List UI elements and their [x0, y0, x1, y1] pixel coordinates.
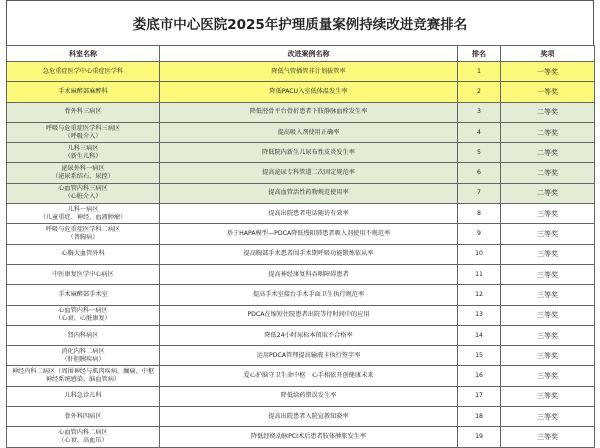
- award-cell: 二等奖: [501, 163, 595, 183]
- award-cell: 三等奖: [501, 346, 595, 366]
- award-cell: 三等奖: [501, 325, 595, 345]
- table-row: [7, 366, 595, 386]
- dept-cell: 中医康复医学中心病区: [7, 264, 160, 284]
- dept-cell: 泌尿外科一病区 （泌尿系结石、尿控）: [7, 163, 160, 183]
- table-row: [7, 244, 595, 264]
- dept-cell: 儿科三病区 （新生儿科）: [7, 143, 160, 163]
- rank-cell: 13: [458, 305, 501, 325]
- rank-cell: 4: [458, 122, 501, 142]
- award-cell: 三等奖: [501, 407, 595, 427]
- case-cell: 提高泌尿专科管道二次固定规范率: [160, 163, 458, 183]
- case-cell: 提高出院患者电话随访有效率: [160, 204, 458, 224]
- dept-cell: 呼吸与危重症医学科三病区 （呼吸介入）: [7, 122, 160, 142]
- rank-cell: 18: [458, 407, 501, 427]
- dept-cell: 手术麻醉部麻醉科: [7, 82, 160, 102]
- table-body: [7, 62, 595, 448]
- award-cell: 三等奖: [501, 285, 595, 305]
- case-cell: 降低院内新生儿尿布性皮炎发生率: [160, 143, 458, 163]
- case-cell: 基于HAPA模型—PDCA降低慢阻肺患者吸入剂使用不规范率: [160, 224, 458, 244]
- case-cell: 提高胸部手术患者围手术期呼吸功能锻炼依从率: [160, 244, 458, 264]
- table-row: [7, 305, 595, 325]
- case-cell: 提高神经康复科吞咽障碍患者: [160, 264, 458, 284]
- table-row: [7, 62, 595, 82]
- table-row: [7, 224, 595, 244]
- case-cell: 爱心护脑守卫生命中枢 心手相依开创健康未来: [160, 366, 458, 386]
- award-cell: 三等奖: [501, 386, 595, 406]
- case-cell: 降低胫骨平台骨折患者下肢静脉血栓发生率: [160, 102, 458, 122]
- rank-cell: 10: [458, 244, 501, 264]
- table-row: [7, 285, 595, 305]
- award-cell: 一等奖: [501, 82, 595, 102]
- header-rank: 排名: [458, 46, 501, 62]
- header-dept: 科室名称: [7, 46, 160, 62]
- dept-cell: 心血管内科二病区 （心衰、高血压）: [7, 427, 160, 447]
- dept-cell: 心血管内科一病区 （心衰、心脏康复）: [7, 305, 160, 325]
- header-award: 奖项: [501, 46, 595, 62]
- dept-cell: 肾内科病区: [7, 325, 160, 345]
- award-cell: 一等奖: [501, 62, 595, 82]
- table-row: [7, 346, 595, 366]
- rank-cell: 6: [458, 163, 501, 183]
- award-cell: 三等奖: [501, 244, 595, 264]
- table-row: [7, 204, 595, 224]
- dept-cell: 儿科一病区 （儿童重症、神经、血液肿瘤）: [7, 204, 160, 224]
- header-row: [7, 46, 595, 62]
- rank-cell: 14: [458, 325, 501, 345]
- table-row: [7, 407, 595, 427]
- case-cell: 降低给药错误发生率: [160, 386, 458, 406]
- table-row: [7, 427, 595, 447]
- rank-cell: 9: [458, 224, 501, 244]
- table-row: [7, 183, 595, 203]
- award-cell: 二等奖: [501, 143, 595, 163]
- dept-cell: 骨外科四病区: [7, 407, 160, 427]
- table-row: [7, 143, 595, 163]
- case-cell: 降低24小时尿标本留取不合格率: [160, 325, 458, 345]
- case-cell: 提高血管活性药物规范使用率: [160, 183, 458, 203]
- rank-cell: 1: [458, 62, 501, 82]
- award-cell: 二等奖: [501, 102, 595, 122]
- case-cell: 提高手术室接台手术手面卫生执行规范率: [160, 285, 458, 305]
- table-row: [7, 163, 595, 183]
- dept-cell: 消化内科二病区 （肝胆胰疾病）: [7, 346, 160, 366]
- table-row: [7, 122, 595, 142]
- case-cell: 提高吸入剂使用正确率: [160, 122, 458, 142]
- rank-cell: 7: [458, 183, 501, 203]
- award-cell: 三等奖: [501, 366, 595, 386]
- award-cell: 三等奖: [501, 305, 595, 325]
- dept-cell: 骨外科三病区: [7, 102, 160, 122]
- case-cell: 降低PACU入室低体温发生率: [160, 82, 458, 102]
- table-row: [7, 264, 595, 284]
- award-cell: 三等奖: [501, 224, 595, 244]
- dept-cell: 呼吸与危重症医学科二病区 （普胸病）: [7, 224, 160, 244]
- award-cell: 二等奖: [501, 122, 595, 142]
- dept-cell: 心血管内科三病区 （心脏介入）: [7, 183, 160, 203]
- rank-cell: 19: [458, 427, 501, 447]
- rank-cell: 5: [458, 143, 501, 163]
- dept-cell: 急危重症医学中心重症医学科: [7, 62, 160, 82]
- table-row: [7, 82, 595, 102]
- ranking-table: [6, 45, 595, 448]
- rank-cell: 15: [458, 346, 501, 366]
- page-title: 娄底市中心医院2025年护理质量案例持续改进竞赛排名: [6, 0, 594, 45]
- rank-cell: 3: [458, 102, 501, 122]
- dept-cell: 心胸大血管外科: [7, 244, 160, 264]
- award-cell: 三等奖: [501, 204, 595, 224]
- rank-cell: 8: [458, 204, 501, 224]
- table-row: [7, 102, 595, 122]
- dept-cell: 手术麻醉部手术室: [7, 285, 160, 305]
- case-cell: 运用PDCA管理提高输液卡执行签字率: [160, 346, 458, 366]
- award-cell: 二等奖: [501, 183, 595, 203]
- case-cell: PDCA在缩短住院患者出院等待时间中的应用: [160, 305, 458, 325]
- rank-cell: 16: [458, 366, 501, 386]
- rank-cell: 12: [458, 285, 501, 305]
- rank-cell: 11: [458, 264, 501, 284]
- rank-cell: 2: [458, 82, 501, 102]
- table-row: [7, 325, 595, 345]
- dept-cell: 儿科急诊儿科: [7, 386, 160, 406]
- award-cell: 三等奖: [501, 427, 595, 447]
- award-cell: 三等奖: [501, 264, 595, 284]
- case-cell: 降低经桡动脉PCI术后患者肢体肿胀发生率: [160, 427, 458, 447]
- rank-cell: 17: [458, 386, 501, 406]
- dept-cell: 神经内科二病区（周围神经与肌肉疾病、癫痫、中枢神经系统感染、脑血管病）: [7, 366, 160, 386]
- table-row: [7, 386, 595, 406]
- header-case: 改进案例名称: [160, 46, 458, 62]
- case-cell: 降低气管插管非计划拔管率: [160, 62, 458, 82]
- case-cell: 提高出院患者入院宣教知晓率: [160, 407, 458, 427]
